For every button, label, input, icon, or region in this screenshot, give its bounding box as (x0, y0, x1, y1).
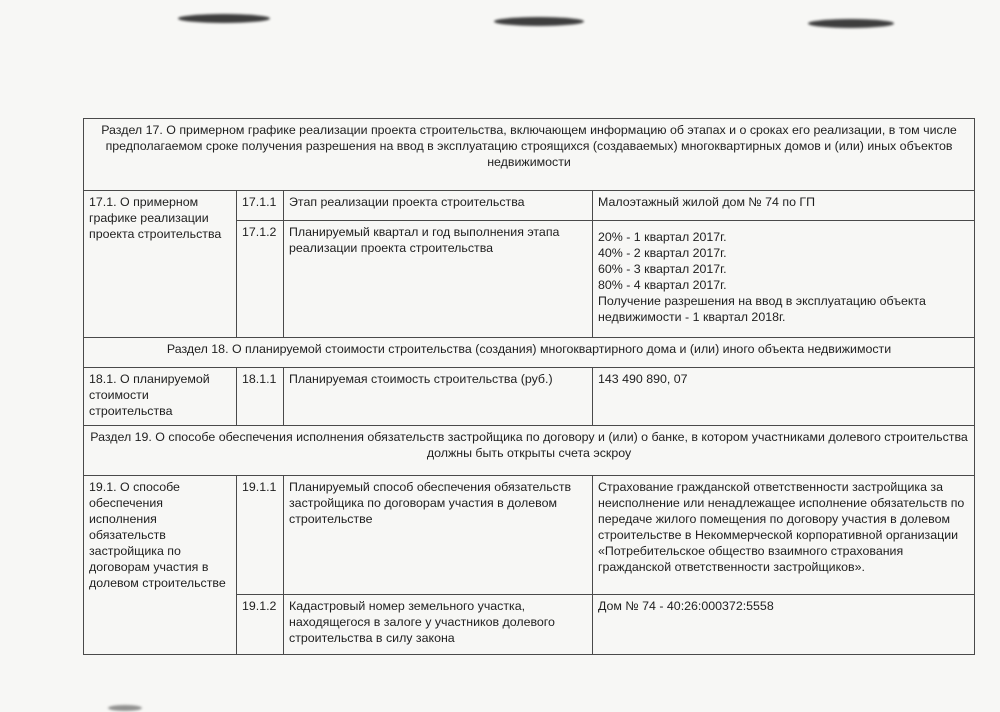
row-value: 143 490 890, 07 (593, 368, 975, 426)
row-label: Планируемый квартал и год выполнения этапа реализации проекта строительства (284, 221, 593, 338)
row-label: Планируемая стоимость строительства (руб.) (284, 368, 593, 426)
schedule-line: 80% - 4 квартал 2017г. (598, 278, 727, 292)
table-row (84, 476, 975, 595)
section-19-heading: Раздел 19. О способе обеспечения исполнения обязательств застройщика по договору и (или) о банке, в котором участниками долевого строительства должны быть открыты счета эскроу (84, 426, 975, 476)
table-row (84, 191, 975, 221)
row-number: 17.1.1 (237, 191, 284, 221)
row-number: 19.1.1 (237, 476, 284, 595)
redaction-smudge (494, 17, 584, 26)
redaction-smudge (108, 705, 142, 711)
row-value: Малоэтажный жилой дом № 74 по ГП (593, 191, 975, 221)
schedule-value-cell (593, 221, 975, 338)
table-row (84, 368, 975, 426)
section-17-header-row (84, 119, 975, 191)
schedule-line: 40% - 2 квартал 2017г. (598, 246, 727, 260)
section-18-header-row (84, 338, 975, 368)
schedule-line: 60% - 3 квартал 2017г. (598, 262, 727, 276)
schedule-line: Получение разрешения на ввод в эксплуатацию объекта недвижимости - 1 квартал 2018г. (598, 294, 926, 324)
redaction-smudge (808, 19, 894, 28)
subsection-19-1-title: 19.1. О способе обеспечения исполнения обязательств застройщика по договорам участия в долевом строительстве (84, 476, 237, 655)
row-label: Кадастровый номер земельного участка, находящегося в залоге у участников долевого строительства в силу закона (284, 595, 593, 655)
section-17-heading: Раздел 17. О примерном графике реализации проекта строительства, включающем информацию об этапах и о сроках его реализации, в том числе предполагаемом сроке получения разрешения на ввод в эксплуатацию строящихся (создаваемых) многоквартирных домов и (или) иных объектов недвижимости (84, 119, 975, 191)
section-19-header-row (84, 426, 975, 476)
row-number: 17.1.2 (237, 221, 284, 338)
row-label: Этап реализации проекта строительства (284, 191, 593, 221)
row-value: Страхование гражданской ответственности застройщика за неисполнение или ненадлежащее исполнение обязательств по передаче жилого помещения по договору участия в долевом строительстве в Некоммерческой корпоративной организации «Потребительское общество взаимного страхования гражданской ответственности застройщиков». (593, 476, 975, 595)
section-18-heading: Раздел 18. О планируемой стоимости строительства (создания) многоквартирного дома и (или) иного объекта недвижимости (84, 338, 975, 368)
redaction-smudge (178, 14, 270, 23)
row-label: Планируемый способ обеспечения обязательств застройщика по договорам участия в долевом строительстве (284, 476, 593, 595)
subsection-17-1-title: 17.1. О примерном графике реализации проекта строительства (84, 191, 237, 338)
row-value: Дом № 74 - 40:26:000372:5558 (593, 595, 975, 655)
row-number: 18.1.1 (237, 368, 284, 426)
disclosure-table (83, 118, 975, 655)
row-number: 19.1.2 (237, 595, 284, 655)
subsection-18-1-title: 18.1. О планируемой стоимости строительства (84, 368, 237, 426)
schedule-line: 20% - 1 квартал 2017г. (598, 230, 727, 244)
